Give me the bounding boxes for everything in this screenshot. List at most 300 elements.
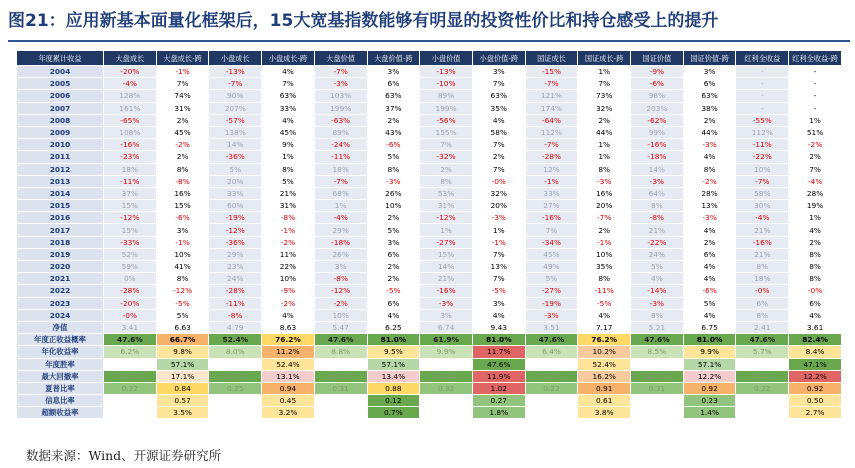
table-cell: 28% [683, 187, 736, 199]
table-cell: -64% [525, 114, 578, 126]
year-label: 2018 [17, 236, 104, 248]
stats-cell [736, 407, 789, 419]
stats-cell: 3.8% [578, 407, 631, 419]
stats-label: 年度胜率 [17, 358, 104, 370]
table-cell: 32% [578, 102, 631, 114]
stats-cell: 6.25 [367, 321, 420, 333]
table-cell: 14% [420, 261, 473, 273]
table-cell: -3% [367, 175, 420, 187]
stats-cell: 1.8% [472, 407, 525, 419]
stats-cell [525, 358, 578, 370]
table-cell: 4% [789, 309, 842, 321]
header-col-5: 大盘价值 [314, 51, 367, 66]
stats-cell: 4.79 [209, 321, 262, 333]
table-cell: -4% [789, 175, 842, 187]
table-cell: 1% [789, 212, 842, 224]
table-cell: 37% [367, 102, 420, 114]
stats-cell: 0.31 [631, 382, 684, 394]
stats-cell [631, 395, 684, 407]
year-label: 2020 [17, 261, 104, 273]
table-cell: 8% [367, 163, 420, 175]
table-cell: 7% [472, 78, 525, 90]
table-cell: 51% [789, 126, 842, 138]
table-cell: 4% [683, 151, 736, 163]
table-cell: 6% [789, 297, 842, 309]
stats-cell: 7.17 [578, 321, 631, 333]
table-cell: -10% [420, 78, 473, 90]
table-cell: -22% [736, 151, 789, 163]
table-cell: -6% [631, 78, 684, 90]
table-row [17, 212, 842, 224]
table-cell: 1% [578, 66, 631, 78]
table-row [17, 224, 842, 236]
table-cell: -6% [683, 285, 736, 297]
stats-cell: 5.47 [314, 321, 367, 333]
table-cell: 63% [683, 90, 736, 102]
table-cell: -57% [209, 114, 262, 126]
table-cell: 1% [578, 151, 631, 163]
table-cell: 26% [314, 248, 367, 260]
table-cell: -8% [262, 212, 315, 224]
table-cell: 45% [262, 126, 315, 138]
table-cell: 4% [262, 114, 315, 126]
stats-cell: 8.4% [789, 346, 842, 358]
table-cell: 18% [736, 273, 789, 285]
stats-cell: 66.1% [631, 370, 684, 382]
table-cell: -3% [525, 309, 578, 321]
table-cell: 14% [209, 139, 262, 151]
table-cell: 23% [209, 261, 262, 273]
table-cell: 8% [578, 273, 631, 285]
stats-cell: 0.22 [736, 382, 789, 394]
performance-table [16, 50, 842, 419]
stats-cell: 9.9% [683, 346, 736, 358]
table-cell: 161% [104, 102, 157, 114]
table-cell: 2% [156, 151, 209, 163]
table-cell: 5% [525, 273, 578, 285]
table-cell: 3% [472, 66, 525, 78]
table-cell: 13% [472, 261, 525, 273]
table-cell: -2% [789, 139, 842, 151]
table-cell: 10% [736, 163, 789, 175]
table-cell: 2% [420, 163, 473, 175]
table-cell: 5% [209, 163, 262, 175]
table-cell: 21% [736, 224, 789, 236]
stats-cell: 0.61 [578, 395, 631, 407]
stats-cell: 6.2% [104, 346, 157, 358]
table-cell: -11% [578, 285, 631, 297]
table-cell: -7% [314, 175, 367, 187]
stats-cell [736, 395, 789, 407]
stats-cell: 9.9% [420, 346, 473, 358]
table-cell: -19% [525, 297, 578, 309]
stats-cell: 10.2% [578, 346, 631, 358]
stats-cell [209, 395, 262, 407]
table-cell: 52% [104, 248, 157, 260]
table-cell: 2% [578, 224, 631, 236]
table-cell: 1% [314, 200, 367, 212]
table-row [17, 139, 842, 151]
table-cell: -2% [314, 297, 367, 309]
table-cell: -33% [104, 236, 157, 248]
table-cell: -0% [104, 309, 157, 321]
header-col-11: 国证价值 [631, 51, 684, 66]
stats-label: 最大回撤率 [17, 370, 104, 382]
table-cell: 121% [525, 90, 578, 102]
table-cell: 5% [262, 175, 315, 187]
table-cell: 33% [525, 187, 578, 199]
stats-cell [104, 358, 157, 370]
table-row [17, 261, 842, 273]
table-cell: -9% [262, 285, 315, 297]
table-cell: 63% [262, 90, 315, 102]
table-cell: - [789, 78, 842, 90]
header-col-10: 国证成长-跨 [578, 51, 631, 66]
stats-cell: 1.02 [472, 382, 525, 394]
table-cell: -12% [209, 224, 262, 236]
table-cell: 10% [314, 309, 367, 321]
table-cell: 29% [209, 248, 262, 260]
table-cell: 5% [683, 297, 736, 309]
table-cell: -16% [420, 285, 473, 297]
table-cell: 6% [683, 248, 736, 260]
table-row [17, 90, 842, 102]
table-cell: 8% [789, 261, 842, 273]
stats-cell: 9.43 [472, 321, 525, 333]
table-cell: 7% [472, 248, 525, 260]
table-cell: 58% [472, 126, 525, 138]
table-row [17, 151, 842, 163]
table-cell: 32% [472, 187, 525, 199]
stats-cell: 66.3% [314, 370, 367, 382]
stats-label: 净值 [17, 321, 104, 333]
table-cell: 3% [367, 236, 420, 248]
year-label: 2010 [17, 139, 104, 151]
table-row [17, 114, 842, 126]
table-cell: -34% [525, 236, 578, 248]
table-cell: 20% [472, 200, 525, 212]
table-row [17, 200, 842, 212]
table-cell: -27% [420, 236, 473, 248]
table-cell: 27% [525, 200, 578, 212]
header-col-2: 大盘成长-跨 [156, 51, 209, 66]
table-row [17, 273, 842, 285]
table-cell: 24% [209, 273, 262, 285]
stats-cell [104, 395, 157, 407]
stats-cell: 57.1% [683, 358, 736, 370]
table-cell: 20% [209, 175, 262, 187]
table-cell: -3% [683, 139, 736, 151]
table-cell: 35% [578, 261, 631, 273]
header-col-6: 大盘价值-跨 [367, 51, 420, 66]
stats-cell: 57.4% [736, 370, 789, 382]
stats-cell: 0.23 [683, 395, 736, 407]
table-cell: -3% [631, 175, 684, 187]
stats-cell: 76.2% [262, 334, 315, 346]
table-row [17, 102, 842, 114]
table-cell: -65% [104, 114, 157, 126]
stats-cell: 8.5% [631, 346, 684, 358]
table-cell: 8% [683, 163, 736, 175]
stats-cell [209, 407, 262, 419]
table-cell: 13% [683, 200, 736, 212]
stats-cell: 0.31 [314, 382, 367, 394]
table-cell: - [736, 102, 789, 114]
table-row [17, 187, 842, 199]
stats-cell: 0.92 [683, 382, 736, 394]
table-cell: -1% [578, 236, 631, 248]
table-cell: -20% [104, 66, 157, 78]
table-cell: 4% [789, 224, 842, 236]
table-cell: 112% [525, 126, 578, 138]
table-cell: 8% [631, 200, 684, 212]
table-cell: 49% [525, 261, 578, 273]
table-row [17, 248, 842, 260]
table-cell: -55% [736, 114, 789, 126]
table-cell: 1% [578, 139, 631, 151]
table-cell: -1% [472, 236, 525, 248]
stats-cell: 0.27 [472, 395, 525, 407]
table-cell: 15% [104, 224, 157, 236]
table-cell: -28% [525, 151, 578, 163]
table-cell: -13% [420, 66, 473, 78]
table-cell: -3% [578, 175, 631, 187]
year-label: 2022 [17, 285, 104, 297]
header-col-8: 小盘价值-跨 [472, 51, 525, 66]
table-cell: -4% [736, 212, 789, 224]
stats-cell: 47.6% [736, 334, 789, 346]
stats-cell: 0.25 [209, 382, 262, 394]
table-cell: 10% [262, 273, 315, 285]
table-cell: 3% [314, 261, 367, 273]
table-cell: 2% [683, 236, 736, 248]
table-cell: 1% [262, 151, 315, 163]
table-cell: -23% [104, 151, 157, 163]
table-cell: 6% [736, 297, 789, 309]
stats-cell [420, 395, 473, 407]
stats-cell: 12.2% [683, 370, 736, 382]
stats-row [17, 395, 842, 407]
stats-cell: 1.4% [683, 407, 736, 419]
stats-cell: 13.1% [262, 370, 315, 382]
table-cell: 19% [789, 200, 842, 212]
table-cell: 15% [420, 248, 473, 260]
table-cell: 5% [367, 224, 420, 236]
table-cell: 6% [683, 78, 736, 90]
table-cell: 37% [104, 187, 157, 199]
year-label: 2024 [17, 309, 104, 321]
stats-cell: 13.4% [367, 370, 420, 382]
table-cell: 108% [104, 126, 157, 138]
table-cell: 98% [631, 90, 684, 102]
table-cell: 2% [367, 212, 420, 224]
stats-cell: 8.63 [262, 321, 315, 333]
table-cell: 3% [420, 309, 473, 321]
stats-cell: 0.32 [420, 382, 473, 394]
table-cell: -16% [631, 139, 684, 151]
table-cell: -1% [156, 66, 209, 78]
table-cell: -3% [420, 297, 473, 309]
table-cell: -19% [209, 212, 262, 224]
header-col-12: 国证价值-跨 [683, 51, 736, 66]
table-cell: 14% [631, 163, 684, 175]
stats-cell [209, 358, 262, 370]
year-label: 2004 [17, 66, 104, 78]
table-cell: 2% [367, 273, 420, 285]
table-cell: -36% [209, 236, 262, 248]
stats-cell: 47.6% [104, 334, 157, 346]
table-cell: 5% [367, 151, 420, 163]
table-cell: -7% [209, 78, 262, 90]
table-cell: 90% [209, 90, 262, 102]
table-cell: -4% [314, 212, 367, 224]
table-cell: - [789, 102, 842, 114]
stats-cell: 52.4% [578, 358, 631, 370]
year-label: 2009 [17, 126, 104, 138]
table-row [17, 78, 842, 90]
table-cell: 1% [420, 224, 473, 236]
stats-cell: 5.21 [631, 321, 684, 333]
table-cell: 15% [104, 200, 157, 212]
table-header-row [17, 51, 842, 66]
table-cell: -16% [736, 236, 789, 248]
table-cell: 7% [472, 163, 525, 175]
table-cell: 3% [367, 66, 420, 78]
table-cell: -32% [420, 151, 473, 163]
table-cell: 1% [789, 114, 842, 126]
year-label: 2012 [17, 163, 104, 175]
stats-cell: 0.22 [525, 382, 578, 394]
table-cell: 4% [683, 224, 736, 236]
table-cell: -2% [262, 236, 315, 248]
stats-row [17, 346, 842, 358]
table-cell: 64% [631, 187, 684, 199]
stats-row [17, 370, 842, 382]
table-cell: -0% [472, 175, 525, 187]
table-cell: 2% [472, 151, 525, 163]
stats-cell: 6.4% [525, 346, 578, 358]
table-cell: 3% [472, 297, 525, 309]
table-cell: 8% [156, 273, 209, 285]
table-cell: 74% [156, 90, 209, 102]
stats-cell: 0.57 [156, 395, 209, 407]
table-row [17, 126, 842, 138]
table-cell: -13% [209, 66, 262, 78]
stats-cell: 3.51 [525, 321, 578, 333]
stats-row [17, 334, 842, 346]
table-cell: -56% [420, 114, 473, 126]
table-cell: -20% [104, 297, 157, 309]
table-cell: -18% [631, 151, 684, 163]
header-col-13: 红利全收益 [736, 51, 789, 66]
table-cell: 2% [367, 114, 420, 126]
table-cell: -63% [314, 114, 367, 126]
stats-cell: 0.88 [367, 382, 420, 394]
table-cell: 155% [420, 126, 473, 138]
table-cell: -2% [262, 297, 315, 309]
stats-cell: 0.84 [156, 382, 209, 394]
table-cell: 203% [631, 102, 684, 114]
table-cell: 207% [209, 102, 262, 114]
table-cell: -11% [314, 151, 367, 163]
table-row [17, 163, 842, 175]
stats-label: 夏普比率 [17, 382, 104, 394]
table-cell: -8% [209, 309, 262, 321]
table-cell: - [789, 66, 842, 78]
table-cell: -7% [525, 78, 578, 90]
title-rule [8, 40, 850, 42]
table-cell: -3% [314, 78, 367, 90]
table-cell: 7% [789, 163, 842, 175]
year-label: 2023 [17, 297, 104, 309]
table-cell: 4% [472, 309, 525, 321]
stats-cell [420, 407, 473, 419]
stats-cell: 66.1% [209, 370, 262, 382]
table-cell: 8% [578, 163, 631, 175]
table-cell: -3% [472, 212, 525, 224]
table-cell: 29% [314, 224, 367, 236]
stats-cell: 82.4% [789, 334, 842, 346]
table-cell: -16% [104, 139, 157, 151]
table-cell: 28% [789, 187, 842, 199]
stats-label: 年度正收益概率 [17, 334, 104, 346]
table-cell: 4% [367, 309, 420, 321]
table-cell: 3% [683, 66, 736, 78]
table-cell: -15% [525, 66, 578, 78]
table-cell: 18% [314, 163, 367, 175]
table-cell: -0% [736, 285, 789, 297]
table-cell: 21% [262, 187, 315, 199]
stats-label: 年化收益率 [17, 346, 104, 358]
table-cell: 6% [367, 248, 420, 260]
table-cell: -28% [104, 285, 157, 297]
stats-cell: 52.4% [262, 358, 315, 370]
table-cell: -12% [314, 285, 367, 297]
table-cell: 2% [156, 114, 209, 126]
table-cell: -1% [262, 224, 315, 236]
table-cell: -4% [104, 78, 157, 90]
stats-cell: 3.41 [104, 321, 157, 333]
table-cell: 73% [578, 90, 631, 102]
table-cell: 7% [472, 139, 525, 151]
table-cell: 103% [314, 90, 367, 102]
table-cell: 33% [262, 102, 315, 114]
stats-cell: 76.2% [578, 334, 631, 346]
stats-cell: 6.74 [420, 321, 473, 333]
header-col-3: 小盘成长 [209, 51, 262, 66]
table-cell: 1% [472, 224, 525, 236]
data-source: 数据来源：Wind、开源证券研究所 [26, 448, 222, 463]
stats-cell: 6.75 [683, 321, 736, 333]
stats-row [17, 358, 842, 370]
table-cell: 199% [420, 102, 473, 114]
stats-cell: 66.7% [156, 334, 209, 346]
table-cell: -12% [420, 212, 473, 224]
table-cell: 7% [262, 78, 315, 90]
table-cell: -11% [209, 297, 262, 309]
table-cell: 31% [156, 102, 209, 114]
stats-cell [314, 358, 367, 370]
stats-cell: 16.2% [578, 370, 631, 382]
table-cell: 8% [736, 309, 789, 321]
table-cell: 8% [631, 309, 684, 321]
table-cell: 12% [525, 163, 578, 175]
stats-cell: 11.9% [472, 370, 525, 382]
table-cell: 63% [367, 90, 420, 102]
table-cell: 33% [209, 187, 262, 199]
stats-cell: 57.1% [367, 358, 420, 370]
table-cell: -7% [525, 139, 578, 151]
